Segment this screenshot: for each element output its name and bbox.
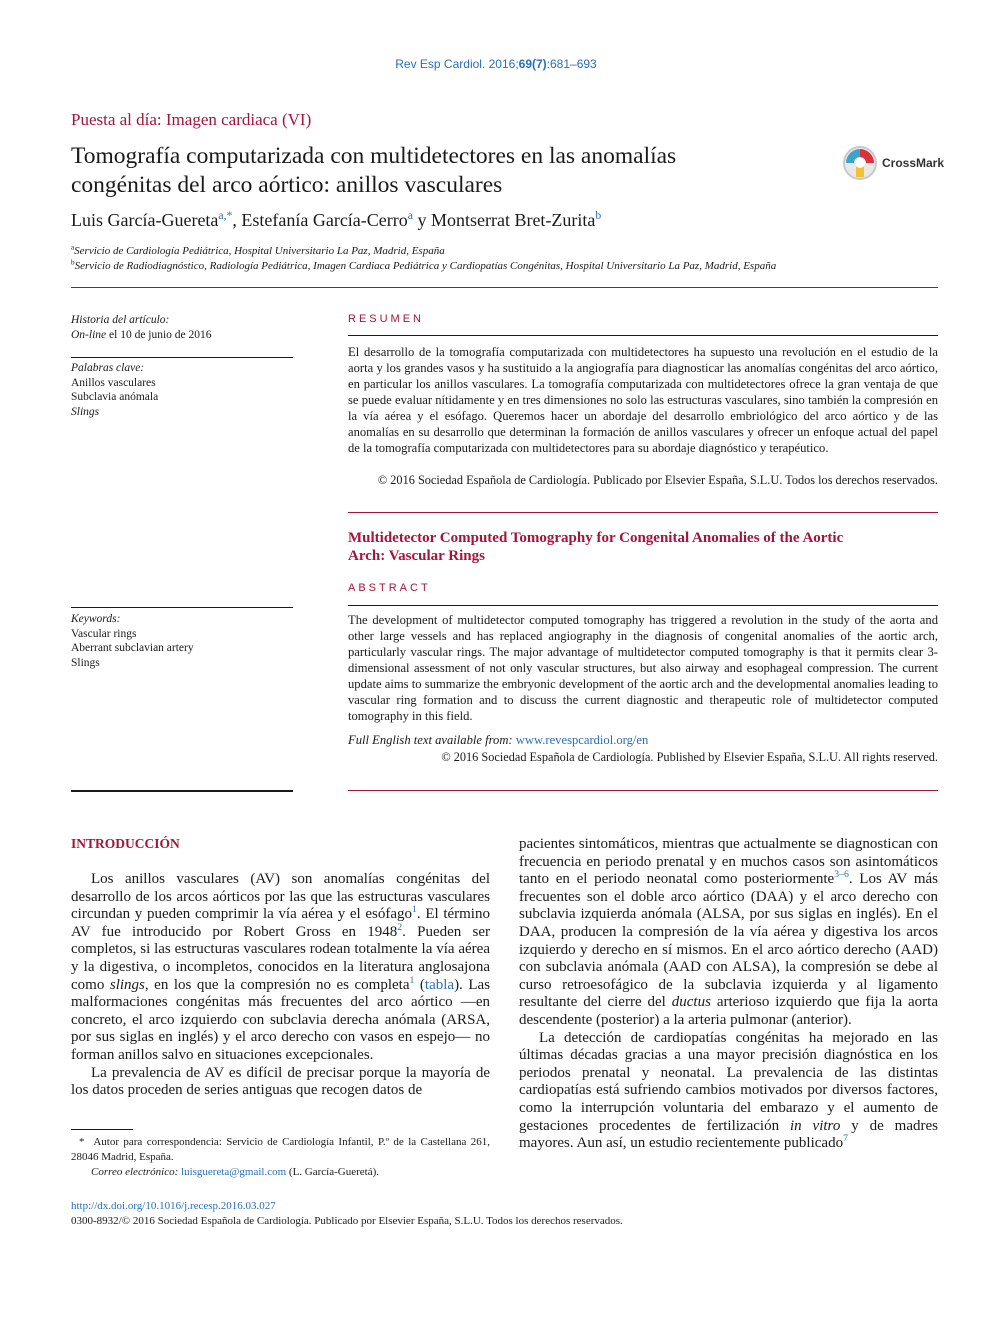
intro-r1-a: pacientes sintomáticos, mientras que actualmente se diagnostican con frecuencia en periodo prenatal y en muchos casos son asintomáticos tanto en el periodo neonatal como posteriormente [519,836,938,888]
intro-r1-c: arterioso izquierdo que fija la aorta descendente (posterior) a la arteria pulmonar (anterior). [519,994,939,1028]
online-date [71,328,293,343]
full-text-link[interactable]: www.revespcardiol.org/en [515,733,649,747]
english-title [348,529,938,565]
intro-p1-d: , en los que la compresión no es completa [144,976,410,993]
email-label: Correo electrónico: [91,1166,182,1178]
abstract-divider [348,605,938,606]
full-text-note [348,733,648,748]
intro-p1-c: . Pueden ser completos, si las estructuras vasculares rodean totalmente la vía aérea y la digestiva, o incompletos, conocidos en la literatura anglosajona como [71,923,490,993]
affiliations [71,244,941,273]
intro-p1-f: ). Las malformaciones congénitas más frecuentes del arco aórtico —en concreto, el arco izquierdo con subclavia derecha anómala (ARSA, por sus siglas en inglés) y el arco derecho con vasos en espejo— no forman anillos salvo en situaciones excepcionales. [71,976,490,1063]
author-2: Estefanía García-Cerro [241,210,408,230]
author-2-sup[interactable]: a [407,209,413,222]
article-history [71,313,293,343]
intro-r1-b: . Los AV más frecuentes son el doble arco aórtico (DAA) y el arco derecho con subclavia izquierda anómala (ALSA, por sus siglas en inglés). En el DAA, producen la compresión de la vía aérea y digestiva los arcos izquierdo y derecho en sí mismos. En el arco aórtico derecho (AAD) con subclavia anómala (AAD con ALSA), la compresión se debe al curso retroesofágico de la subclavia izquierda y al ligamento resultante del cierre del [519,871,938,1011]
intro-p1-a: Los anillos vasculares (AV) son anomalías congénitas del desarrollo de los arcos aórticos por las que las estructuras vasculares circundan y pueden comprimir la vía aérea y el esófago [71,871,490,923]
keywords-en-label: Keywords: [71,613,121,625]
intro-paragraph-4 [519,1030,938,1153]
abstract-copyright: © 2016 Sociedad Española de Cardiología. Published by Elsevier España, S.L.U. All rights reserved. [441,750,938,764]
keyword-en-item: Vascular rings [71,627,137,640]
intro-slings: slings [109,976,145,993]
article-title [71,142,811,200]
keyword-es-item: Subclavia anómala [71,391,159,403]
abstract-end-divider [348,790,938,791]
intro-paragraph-2: La prevalencia de AV es difícil de precisar porque la mayoría de los datos proceden de series antiguas que recogen datos de [71,1064,490,1099]
history-divider [71,357,293,358]
english-title-line-1: Multidetector Computed Tomography for Congenital Anomalies of the Aortic [348,530,844,546]
affiliation-b [71,259,941,274]
intro-in-vitro: in vitro [789,1117,841,1134]
resumen-heading: RESUMEN [348,313,425,325]
email-link[interactable]: luisguereta@gmail.com [181,1166,287,1178]
keyword-es-item: Slings [71,405,100,418]
affiliation-a [71,244,941,259]
doi-link[interactable]: http://dx.doi.org/10.1016/j.recesp.2016.03.027 [71,1200,276,1212]
citation-pages: :681–693 [546,57,597,71]
affiliation-a-sup: a [71,243,75,252]
author-1-sup[interactable]: a,* [218,209,233,222]
ref-link[interactable]: 1 [409,974,415,986]
citation-prefix: Rev Esp Cardiol. 2016; [395,57,519,71]
title-line-2: congénitas del arco aórtico: anillos vasculares [71,172,503,198]
footnote-star: * [79,1136,85,1148]
intro-p1-e: ( [414,976,425,993]
citation-volume: 69(7) [518,57,547,71]
email-suffix: (L. García-Gueretá). [286,1166,379,1178]
author-3-sup[interactable]: b [595,209,602,222]
intro-paragraph-1 [71,871,490,1065]
ref-link[interactable]: 1 [412,904,417,916]
resumen-copyright: © 2016 Sociedad Española de Cardiología. Publicado por Elsevier España, S.L.U. Todos los derechos reservados. [377,473,938,487]
issn-line: 0300-8932/© 2016 Sociedad Española de Cardiología. Publicado por Elsevier España, S.L.U. Todos los derechos reservados. [71,1215,623,1227]
header-divider [71,287,938,288]
author-sep-2: y [412,210,431,230]
keywords-en-divider [71,607,293,608]
intro-right-column [519,836,938,1153]
author-3: Montserrat Bret-Zurita [430,210,596,230]
journal-citation[interactable] [0,57,992,71]
affiliation-b-text: Servicio de Radiodiagnóstico, Radiología Pediátrica, Imagen Cardiaca Pediátrica y Cardiopatías Congénitas, Hospital Universitario La Paz, Madrid, España [74,259,777,272]
abstract-heading: ABSTRACT [348,582,431,594]
keywords-es-label: Palabras clave: [71,362,145,374]
intro-ductus: ductus [671,994,711,1011]
online-date-text: el 10 de junio de 2016 [106,329,212,341]
intro-r2-a: La detección de cardiopatías congénitas ha mejorado en las últimas décadas gracias a una mayor precisión diagnóstica en los periodos prenatal y neonatal. La prevalencia de las distintas cardiopatías está sufriendo cambios motivados por diversos factores, como la interrupción voluntaria del embarazo y el aumento de gestaciones procedentes de fertilización [519,1029,938,1134]
footnote [71,1135,490,1180]
resumen-divider [348,335,938,336]
intro-p1-b: . El término AV fue introducido por Robert Gross en 1948 [71,906,490,940]
tabla-link[interactable]: tabla [424,976,455,993]
ref-link[interactable]: 3–6 [834,869,849,881]
correspondence-text: Autor para correspondencia: Servicio de Cardiología Infantil, P.º de la Castellana 261, 28046 Madrid, España. [71,1136,490,1163]
full-text-label: Full English text available from: [348,733,516,747]
intro-r2-b: y de madres mayores. Aun así, un estudio recientemente publicado [519,1117,938,1152]
left-column-end-divider [71,790,293,792]
crossmark-icon [842,145,878,181]
history-label: Historia del artículo: [71,314,170,326]
keyword-en-item: Aberrant subclavian artery [71,642,194,654]
author-list [71,210,601,231]
email-line [71,1165,490,1180]
online-label: On-line [71,329,107,341]
crossmark-label: CrossMark [882,156,945,170]
title-line-1: Tomografía computarizada con multidetectores en las anomalías [71,143,677,169]
ref-link[interactable]: 2 [397,921,403,933]
author-sep-1: , [232,210,242,230]
keyword-en-item: Slings [71,656,100,669]
english-title-line-2: Arch: Vascular Rings [348,548,485,564]
ref-link[interactable]: 7 [843,1133,848,1145]
abstract-text: The development of multidetector computed tomography has triggered a revolution in the study of the aorta and other large vessels and has replaced angiography in the diagnosis of congenital anomalies of the aortic arch, particularly vascular rings. The major advantage of multidetector computed tomography is that it permits clear 3-dimensional assessment of not only vascular structures, but also airway and esophageal compression. The current update aims to summarize the embryonic development of the aortic arch and the developmental anomalies leading to vascular ring formation and to discuss the current diagnostic and therapeutic role of multidetector computed tomography in this field. [348,613,938,723]
intro-left-column [71,871,490,1100]
affiliation-a-text: Servicio de Cardiología Pediátrica, Hospital Universitario La Paz, Madrid, España [74,245,445,257]
affiliation-b-sup: b [71,257,75,266]
section-label: Puesta al día: Imagen cardiaca (VI) [71,110,312,129]
footnote-divider [71,1129,133,1130]
correspondence [71,1135,490,1165]
author-1: Luis García-Guereta [71,210,219,230]
english-section-divider [348,512,938,513]
keywords-es [71,361,293,419]
crossmark-badge[interactable] [842,145,945,181]
resumen-text: El desarrollo de la tomografía computarizada con multidetectores ha supuesto una revolución en el estudio de la aorta y los grandes vasos y ha sustituido a la angiografía para diagnosticar las anomalías congénitas del arco aórtico, en particular los anillos vasculares. La tomografía computarizada con multidetectores ofrece la gran ventaja de que se puede evaluar nítidamente y en tres dimensiones no solo las estructuras vasculares, sino también la compresión en la vía aérea y el esófago. Queremos hacer un abordaje del desarrollo embriológico del arco aórtico y de las anomalías en su desarrollo que determinan la formación de anillos vasculares y ofrecer un enfoque actual del papel de la tomografía computarizada con multidetectores para su abordaje diagnóstico y terapéutico. [348,345,938,455]
keywords-en [71,612,293,670]
keyword-es-item: Anillos vasculares [71,376,156,389]
intro-paragraph-3 [519,836,938,1030]
intro-heading: INTRODUCCIÓN [71,836,180,851]
